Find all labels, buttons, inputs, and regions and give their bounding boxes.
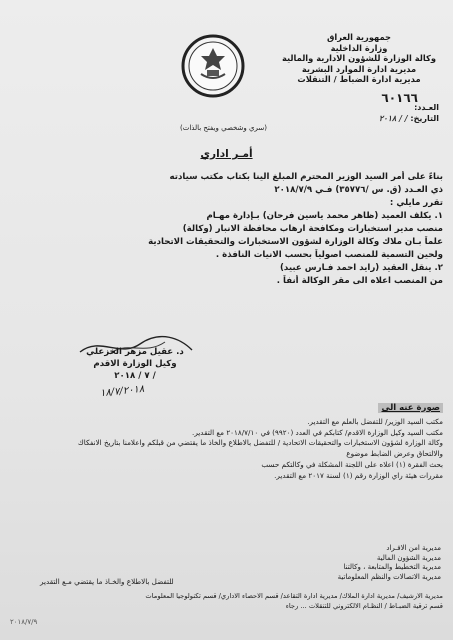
letterhead-line: وكالة الوزارة للشؤون الادارية والمالية (281, 53, 436, 64)
signature-date: / ٧ / ٢٠١٨ (114, 371, 156, 381)
distribution-list-2 (12, 591, 443, 611)
handwritten-note: ١٨/٧/٢٠١٨ (99, 383, 145, 400)
distribution-line: مكتب السيد وكيل الوزارة الاقدم/ كتابكم في العدد (٩٩٢٠) في ٢٠١٨/٧/١٠ مع التقدير. (192, 427, 443, 437)
copies-label: صورة عنه الى (378, 403, 443, 413)
letterhead (279, 32, 439, 85)
org-line: مديرية امن الافـراد (386, 544, 441, 552)
distribution-line: وكالة الوزارة لشؤون الاستخبارات والتحقيقات الاتحادية / للتفضل بالاطلاع والخاذ ما يقتضي من قبلكم واعلامنا بتاريخ الانفكاك (77, 438, 443, 448)
body-line: من المنصب اعلاه الى مقر الوكالة أنفاً . (276, 276, 443, 286)
order-body (40, 171, 443, 288)
body-line: تقرر مايلي : (389, 198, 443, 208)
org-note: للتفضل بالاطلاع والخـاذ ما يقتضي مـع التقدير (40, 577, 174, 586)
signatory-title: وكيل الوزارة الاقدم (93, 359, 177, 369)
distribution-line: بحث الفقرة (١) اعلاه على اللجنة المشكلة في وكالتكم حسب (261, 459, 443, 469)
number-label: العـدد: (414, 103, 439, 112)
document-meta (379, 102, 439, 124)
body-line: ١. يكلف العميد (ظاهر محمد ياسين فرحان) بـإدارة مهـام (206, 211, 443, 221)
body-line: ذي العـدد (ق. س /٣٥٧٧٦) فـي ٢٠١٨/٧/٩ (274, 185, 443, 195)
ministry-seal-icon (181, 34, 245, 98)
distribution-line: مقررات هيئة راي الوزارة رقم (١) لسنة ٢٠١٧ مع التقدير. (274, 470, 443, 480)
distribution-line: مكتب السيد الوزير/ للتفضل بالعلم مع التقدير. (307, 417, 443, 426)
page-title: أمـر اداري (200, 148, 253, 160)
distribution-line: والالتحاق وعرض الضابط موضوع (346, 449, 443, 459)
body-line: علماً بـان ملاك وكالة الوزارة لشؤون الاستخبارات والتحقيقات الاتحادية (148, 237, 443, 247)
distribution-line: قسم ترقية الضبـاط / النظـام الالكتروني للتنقلات ... رجاء (285, 602, 443, 610)
footer-date: ٢٠١٨/٧/٩ (10, 618, 38, 626)
body-line: ٢. ينقل العقيد (رايد احمد فـارس عبيد) (280, 263, 443, 273)
org-list (337, 544, 441, 582)
letterhead-line: جمهورية العراق (326, 32, 392, 42)
org-line: مديرية الاتصالات والنظم المعلوماتية (337, 572, 441, 581)
signatory-name: د. عقيل مزهر الخزعلي (86, 347, 184, 357)
letterhead-line: مديرية ادارة الضباط / التنقلات (297, 74, 421, 85)
distribution-line: مديرية الارشيف/ مديرية ادارة الملاك/ مديرية ادارة التقاعد/ قسم الاحصاء الاداري/ قسم تكنولوجيا المعلومات (145, 592, 443, 600)
letterhead-line: وزارة الداخلية (330, 42, 388, 53)
date-label: التاريخ: (410, 114, 439, 123)
org-line: مديرية الشؤون المالية (376, 553, 441, 562)
body-line: منصب مدير استخبارات ومكافحة ارهاب محافظة الانبار (وكالة) (182, 224, 443, 234)
document-number: ٦٠١٦٦ (381, 91, 418, 105)
signature-block (70, 346, 200, 382)
letterhead-line: مديرية ادارة الموارد البشرية (301, 63, 417, 74)
date-value: / / ٢٠١٨ (379, 113, 408, 123)
body-line: ولحين التسمية للمنصب اصولياً بحسب الانيات النافذة . (215, 250, 443, 260)
body-line: بناءً على أمر السيد الوزير المحترم المبلغ الينا بكتاب مكتب سيادته (169, 172, 443, 182)
org-line: مديرية التخطيط والمتابعة ، وكالتنا (343, 563, 441, 572)
distribution-list (10, 417, 443, 481)
seal-caption: (سري وشخصي ويفتح بالذات) (180, 124, 267, 132)
